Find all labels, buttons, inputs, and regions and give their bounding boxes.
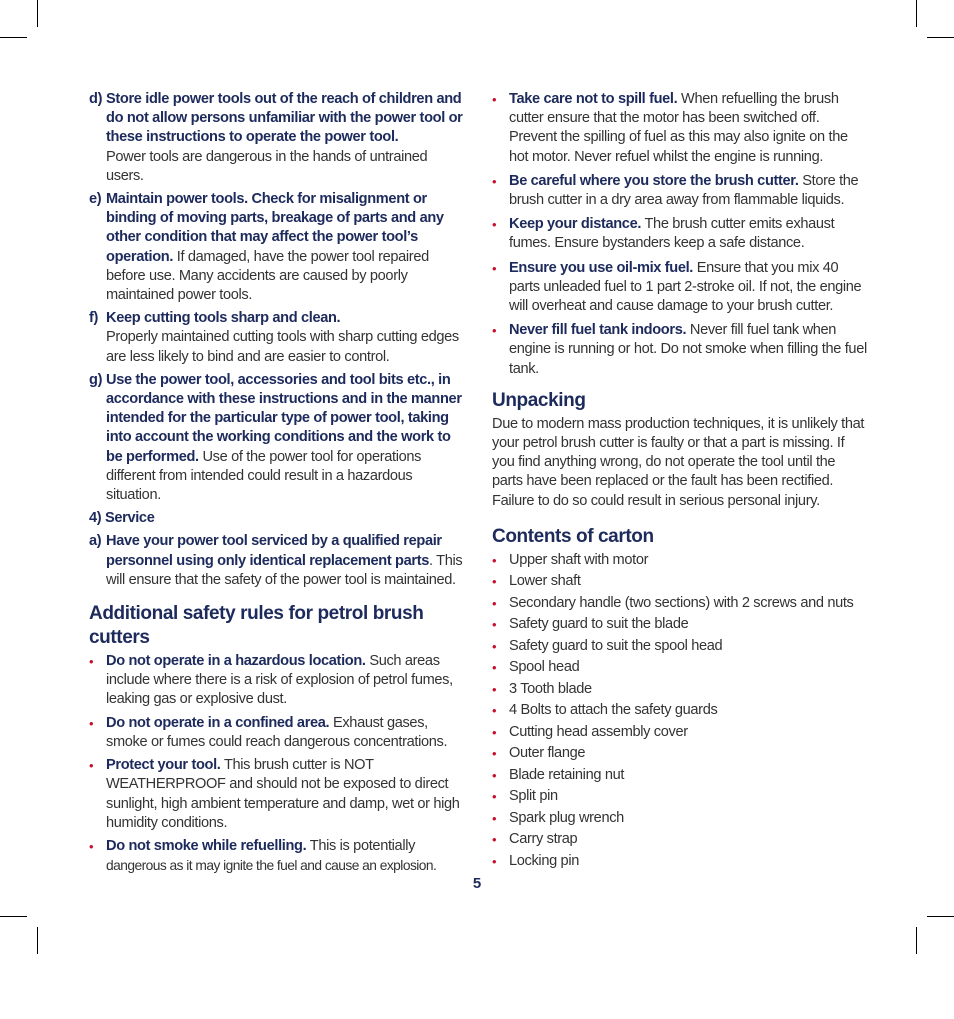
- bullet-dot: •: [492, 832, 497, 848]
- section-heading-contents: Contents of carton: [492, 525, 654, 547]
- left-column: [89, 90, 465, 879]
- bullet-text: Ensure that you mix 40 parts unleaded fuel to 1 part 2-stroke oil. If not, the engine will overheat and cause damage to your brush cutter.: [509, 259, 862, 315]
- list-item: [492, 852, 868, 871]
- safety-bullet: [492, 215, 868, 253]
- list-item: [492, 637, 868, 656]
- crop-mark: [916, 0, 917, 27]
- bullet-dot: •: [492, 595, 497, 611]
- list-item: [492, 787, 868, 806]
- list-item: [492, 551, 868, 570]
- safety-bullet: [492, 172, 868, 210]
- rule-title: Have your power tool serviced by a qualified repair personnel using only identical replacement parts: [106, 533, 442, 569]
- rule-title: Store idle power tools out of the reach of children and do not allow persons unfamiliar with the power tool or these instructions to operate the power tool.: [106, 91, 463, 146]
- rule-marker: g): [89, 371, 103, 388]
- bullet-dot: •: [492, 681, 497, 697]
- crop-mark: [37, 0, 38, 27]
- crop-mark: [927, 37, 954, 38]
- rule-d: [89, 90, 465, 186]
- rule-text: Power tools are dangerous in the hands of untrained users.: [106, 148, 428, 184]
- right-column: [492, 90, 868, 873]
- list-item-label: Upper shaft with motor: [509, 551, 649, 568]
- bullet-title: Ensure you use oil-mix fuel.: [509, 259, 694, 276]
- safety-bullet: [89, 714, 465, 752]
- safety-bullet: [89, 837, 465, 875]
- rule-f: [89, 309, 465, 367]
- list-item-label: 4 Bolts to attach the safety guards: [509, 702, 718, 719]
- list-item-label: Safety guard to suit the spool head: [509, 637, 723, 654]
- list-item-label: Secondary handle (two sections) with 2 screws and nuts: [509, 594, 854, 611]
- bullet-text: Such areas include where there is a risk of explosion of petrol fumes, leaking gas or explosive dust.: [106, 653, 453, 708]
- contents-list: [492, 551, 868, 871]
- bullet-title: Do not smoke while refuelling.: [106, 837, 307, 854]
- bullet-dot: •: [492, 660, 497, 676]
- list-item-label: Spool head: [509, 659, 580, 676]
- safety-bullet: [492, 90, 868, 167]
- list-item-label: Safety guard to suit the blade: [509, 616, 689, 633]
- bullet-dot: •: [492, 323, 497, 339]
- bullet-dot: •: [89, 758, 94, 774]
- safety-bullet: [492, 321, 868, 379]
- rule-marker: d): [89, 91, 103, 107]
- list-item: [492, 572, 868, 591]
- bullet-text-continued: dangerous as it may ignite the fuel and cause an explosion.: [106, 858, 437, 874]
- list-item: [492, 723, 868, 742]
- rule-title: Keep cutting tools sharp and clean.: [106, 310, 341, 327]
- safety-bullet: [492, 259, 868, 317]
- rule-text: Properly maintained cutting tools with sharp cutting edges are less likely to bind and are easier to control.: [106, 329, 459, 365]
- crop-mark: [0, 916, 27, 917]
- rule-e: [89, 190, 465, 305]
- rule-text: . This will ensure that the safety of the power tool is maintained.: [106, 552, 463, 588]
- list-item: [492, 594, 868, 613]
- bullet-title: Never fill fuel tank indoors.: [509, 322, 687, 339]
- bullet-dot: •: [89, 838, 94, 854]
- bullet-dot: •: [492, 810, 497, 826]
- bullet-text: Store the brush cutter in a dry area away from flammable liquids.: [509, 172, 859, 209]
- bullet-dot: •: [492, 703, 497, 719]
- rule-g: [89, 371, 465, 505]
- bullet-dot: •: [89, 715, 94, 731]
- bullet-dot: •: [492, 617, 497, 633]
- bullet-text: This is potentially: [306, 837, 416, 854]
- bullet-dot: •: [492, 638, 497, 654]
- list-item: [492, 766, 868, 785]
- bullet-title: Take care not to spill fuel.: [509, 91, 678, 107]
- crop-mark: [916, 927, 917, 954]
- bullet-dot: •: [492, 92, 497, 107]
- list-item-label: 3 Tooth blade: [509, 680, 592, 697]
- list-item: [492, 809, 868, 828]
- bullet-dot: •: [492, 789, 497, 805]
- bullet-dot: •: [492, 173, 497, 189]
- rule-title: Maintain power tools. Check for misalignment or binding of moving parts, breakage of parts and any other condition that may affect the power tool’s operation.: [106, 191, 444, 265]
- bullet-dot: •: [492, 746, 497, 762]
- bullet-text: When refuelling the brush cutter ensure that the motor has been switched off. Prevent the spilling of fuel as this may also ignite on the hot motor. Never refuel whilst the engine is running.: [509, 91, 848, 165]
- crop-mark: [0, 37, 27, 38]
- section-heading-unpacking: Unpacking: [492, 389, 586, 411]
- bullet-text: The brush cutter emits exhaust fumes. Ensure bystanders keep a safe distance.: [509, 216, 835, 252]
- bullet-text: Never fill fuel tank when engine is running or hot. Do not smoke when filling the fuel tank.: [509, 322, 867, 377]
- service-rule-a: [89, 532, 465, 590]
- bullet-dot: •: [492, 260, 497, 276]
- list-item-label: Carry strap: [509, 831, 578, 848]
- rule-marker: e): [89, 191, 102, 208]
- bullet-text: This brush cutter is NOT WEATHERPROOF and should not be exposed to direct sunlight, high ambient temperature and damp, wet or high humidity conditions.: [106, 757, 460, 831]
- list-item: [492, 744, 868, 763]
- rule-text: If damaged, have the power tool repaired before use. Many accidents are caused by poorly maintained power tools.: [106, 248, 429, 304]
- bullet-title: Protect your tool.: [106, 757, 221, 774]
- bullet-dot: •: [492, 767, 497, 783]
- list-item: [492, 658, 868, 677]
- rule-title: Use the power tool, accessories and tool bits etc., in accordance with these instructions and in the manner intended for the particular type of power tool, taking into account the working conditions and the work to be performed.: [106, 371, 462, 465]
- bullet-title: Keep your distance.: [509, 216, 642, 233]
- crop-mark: [37, 927, 38, 954]
- crop-mark: [927, 916, 954, 917]
- bullet-dot: •: [492, 853, 497, 869]
- section-heading-petrol-safety: Additional safety rules for petrol brush cutters: [89, 603, 424, 649]
- safety-bullet: [89, 756, 465, 833]
- list-item: [492, 680, 868, 699]
- bullet-dot: •: [492, 217, 497, 233]
- list-item: [492, 701, 868, 720]
- list-item: [492, 615, 868, 634]
- list-item-label: Locking pin: [509, 852, 579, 869]
- bullet-title: Do not operate in a hazardous location.: [106, 653, 366, 670]
- bullet-text: Exhaust gases, smoke or fumes could reach dangerous concentrations.: [106, 714, 448, 750]
- rule-text: Use of the power tool for operations different from intended could result in a hazardous situation.: [106, 448, 422, 504]
- bullet-title: Do not operate in a confined area.: [106, 714, 330, 731]
- rule-marker: a): [89, 533, 102, 550]
- list-item-label: Split pin: [509, 788, 558, 805]
- list-item: [492, 830, 868, 849]
- bullet-dot: •: [492, 574, 497, 590]
- list-item-label: Blade retaining nut: [509, 766, 625, 783]
- list-item-label: Outer flange: [509, 745, 586, 762]
- safety-bullet: [89, 652, 465, 710]
- list-item-label: Lower shaft: [509, 573, 581, 590]
- bullet-title: Be careful where you store the brush cutter.: [509, 172, 799, 189]
- bullet-dot: •: [492, 724, 497, 740]
- unpacking-paragraph: Due to modern mass production techniques, it is unlikely that your petrol brush cutter is faulty or that a part is missing. If you find anything wrong, do not operate the tool until the parts have been replaced or the fault has been rectified. Failure to do so could result in serious personal injury.: [492, 415, 865, 509]
- service-heading: 4) Service: [89, 510, 155, 527]
- list-item-label: Spark plug wrench: [509, 809, 624, 826]
- page-number: 5: [472, 875, 482, 892]
- bullet-dot: •: [492, 552, 497, 568]
- bullet-dot: •: [89, 654, 94, 670]
- rule-marker: f): [89, 310, 99, 327]
- list-item-label: Cutting head assembly cover: [509, 723, 688, 740]
